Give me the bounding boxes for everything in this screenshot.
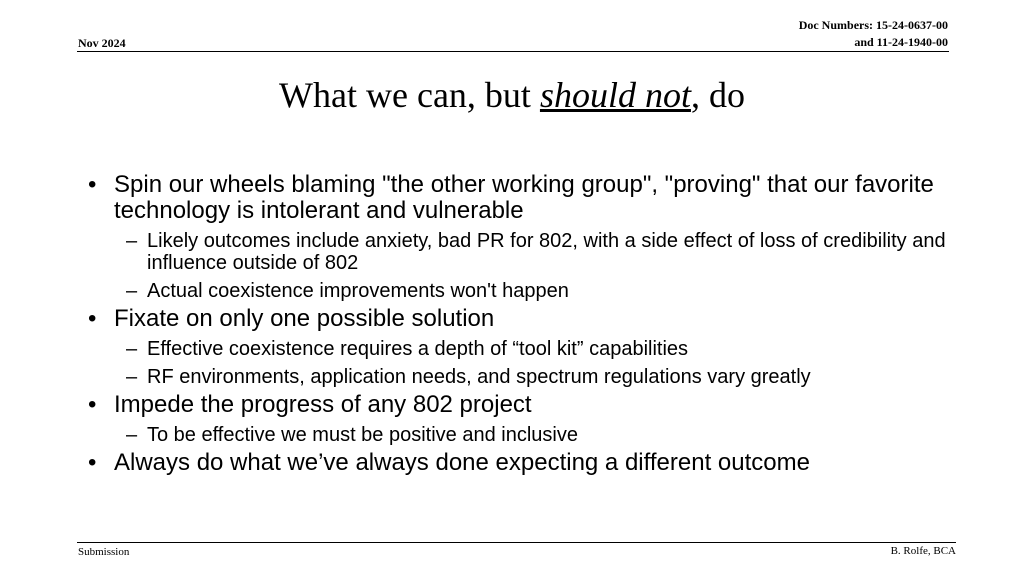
bullet-text: Always do what we’ve always done expecting a different outcome bbox=[114, 449, 810, 476]
sub-bullet-marker: – bbox=[126, 366, 138, 388]
sub-bullet-marker: – bbox=[126, 230, 138, 252]
bullet-marker: • bbox=[88, 171, 97, 198]
footer-author: B. Rolfe, BCA bbox=[890, 545, 956, 557]
bullet-item bbox=[88, 392, 958, 418]
bullet-list bbox=[88, 168, 958, 476]
bullet-marker: • bbox=[88, 391, 97, 418]
bullet-text: Impede the progress of any 802 project bbox=[114, 391, 532, 418]
bullet-item bbox=[88, 306, 958, 332]
sub-bullet-marker: – bbox=[126, 338, 138, 360]
sub-bullet-list bbox=[88, 424, 958, 446]
bullet-text: Spin our wheels blaming "the other working group", "proving" that our favorite technology is intolerant and vulnerable bbox=[114, 171, 934, 224]
title-text-before: What we can, but bbox=[279, 75, 540, 115]
sub-bullet-marker: – bbox=[126, 424, 138, 446]
sub-bullet-item bbox=[88, 424, 958, 446]
footer-divider bbox=[77, 542, 956, 543]
title-text-after: , do bbox=[690, 75, 745, 115]
title-emphasis: should not bbox=[539, 75, 691, 115]
header-date: Nov 2024 bbox=[78, 36, 126, 50]
doc-number-line-2: and 11-24-1940-00 bbox=[854, 35, 948, 49]
footer-submission: Submission bbox=[78, 546, 130, 558]
sub-bullet-text: Actual coexistence improvements won't happen bbox=[147, 280, 569, 302]
bullet-item bbox=[88, 172, 958, 224]
sub-bullet-item bbox=[88, 280, 958, 302]
sub-bullet-list bbox=[88, 338, 958, 388]
header-divider bbox=[77, 51, 949, 52]
doc-number-line-1: Doc Numbers: 15-24-0637-00 bbox=[798, 18, 948, 32]
bullet-item bbox=[88, 450, 958, 476]
bullet-marker: • bbox=[88, 305, 97, 332]
bullet-marker: • bbox=[88, 449, 97, 476]
bullet-text: Fixate on only one possible solution bbox=[114, 305, 495, 332]
sub-bullet-text: Likely outcomes include anxiety, bad PR for 802, with a side effect of loss of credibility and influence outside of 802 bbox=[147, 230, 946, 274]
sub-bullet-item bbox=[88, 230, 958, 274]
sub-bullet-text: RF environments, application needs, and spectrum regulations vary greatly bbox=[147, 366, 811, 388]
sub-bullet-text: To be effective we must be positive and inclusive bbox=[147, 424, 578, 446]
sub-bullet-marker: – bbox=[126, 280, 138, 302]
header-doc-numbers bbox=[799, 17, 948, 51]
sub-bullet-text: Effective coexistence requires a depth of “tool kit” capabilities bbox=[147, 338, 689, 360]
sub-bullet-item bbox=[88, 338, 958, 360]
sub-bullet-item bbox=[88, 366, 958, 388]
slide-title bbox=[0, 74, 1024, 116]
sub-bullet-list bbox=[88, 230, 958, 302]
